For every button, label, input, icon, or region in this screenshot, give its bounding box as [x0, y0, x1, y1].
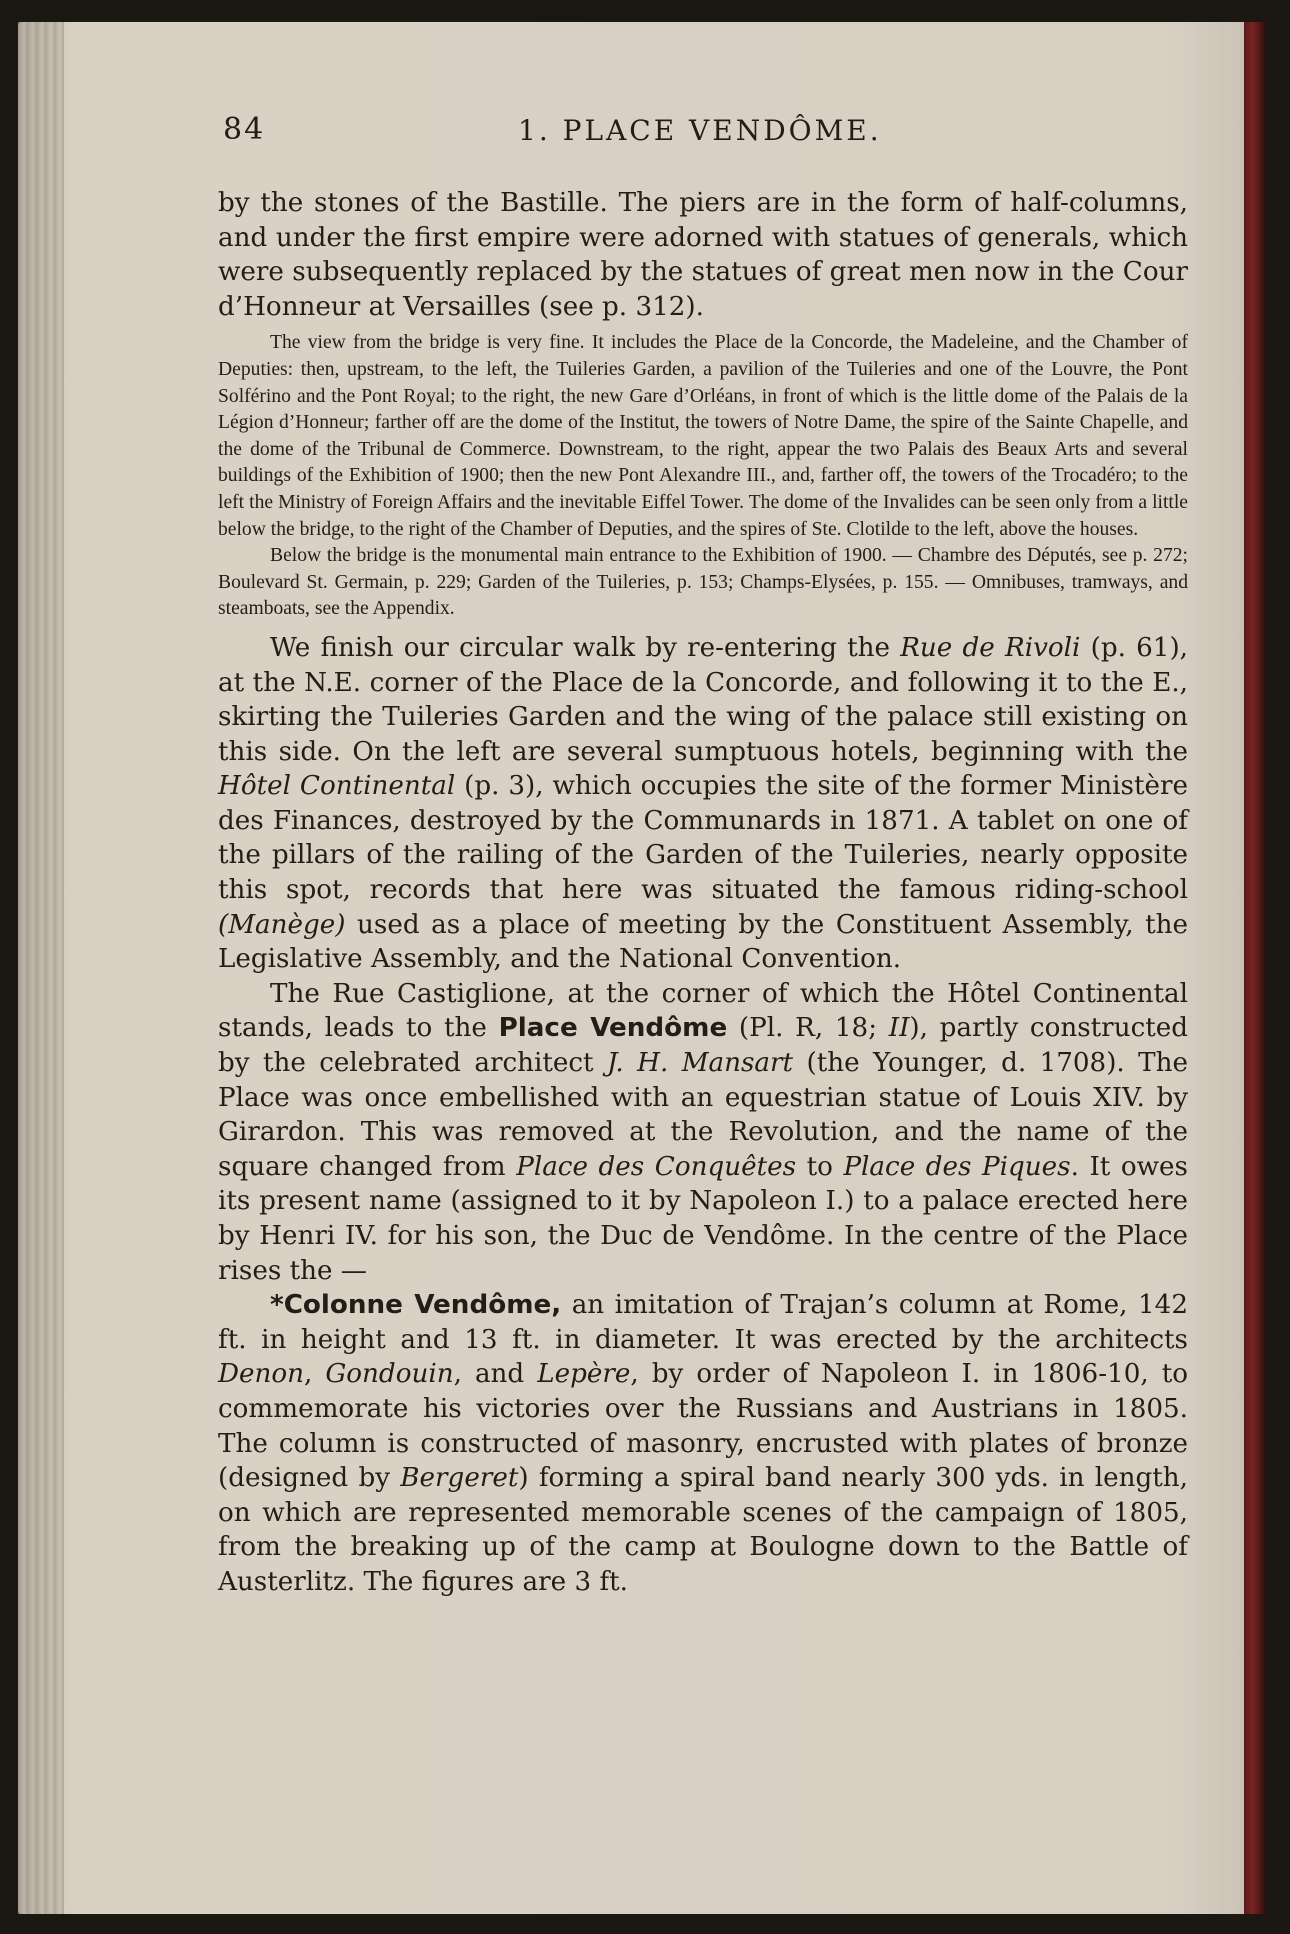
- paragraph-bastille: by the stones of the Bastille. The piers are in the form of half-columns, and under the first empire were adorned with statues of generals, which were subsequently replaced by the statues of great men now in the Cour d’Honneur at Versailles (see p. 312).: [218, 188, 1188, 322]
- text-run: , by order of Napoleon I. in 1806-10, to commemorate his victories over the Russians and Austrians in 1805. The column is constructed of masonry, encrusted with plates of bronze (designed by: [218, 1359, 1189, 1494]
- text-block: [218, 112, 1188, 1600]
- text-run: an imitation of Trajan’s column at Rome, 142 ft. in height and 13 ft. in diameter. It was erected by the architects: [218, 1290, 1188, 1355]
- architect-lepere: Lepère: [537, 1359, 631, 1390]
- designer-bergeret: Bergeret: [400, 1463, 519, 1494]
- text-run: (the Younger, d. 1708). The Place was once embellished with an equestrian statue of Louis XIV. by Girardon. This was removed at the Revolution, and the name of the square changed from: [218, 1048, 1188, 1182]
- paragraph-below-bridge: Below the bridge is the monumental main entrance to the Exhibition of 1900. — Chambre des Députés, see p. 272; Boulevard St. Germain, p. 229; Garden of the Tuileries, p. 153; Champs-Elysées, p. 155. — Omnibuses, tramways, and steamboats, see the Appendix.: [218, 545, 1188, 620]
- manege: (Manège): [218, 909, 346, 940]
- roman-ii: II: [888, 1013, 910, 1044]
- book-page: [18, 22, 1266, 1914]
- rue-de-rivoli: Rue de Rivoli: [900, 632, 1081, 663]
- paragraph-circular-walk: [218, 631, 1188, 977]
- text-run: used as a place of meeting by the Constituent Assembly, the Legislative Assembly, and the National Convention.: [218, 909, 1188, 975]
- text-run: (Pl. R, 18;: [727, 1013, 889, 1044]
- text-run: ) forming a spiral band nearly 300 yds. in length, on which are represented memorable scenes of the campaign of 1805, from the breaking up of the camp at Boulogne down to the Battle of Austerlitz. The figures are 3 ft.: [218, 1463, 1188, 1597]
- page-gutter: [18, 22, 64, 1914]
- text-run: (p. 3), which occupies the site of the former Ministère des Finances, destroyed by the Communards in 1871. A tablet on one of the pillars of the railing of the Garden of the Tuileries, nearly opposite this spot, records that here was situated the famous riding-school: [218, 771, 1188, 906]
- page-number: 84: [223, 112, 266, 147]
- place-des-piques: Place des Piques: [843, 1151, 1071, 1182]
- hotel-continental: Hôtel Continental: [218, 771, 456, 802]
- text-run: We finish our circular walk by re-entering the: [270, 632, 901, 663]
- paragraph-view-from-bridge: The view from the bridge is very fine. It includes the Place de la Concorde, the Madeleine, and the Chamber of Deputies: then, upstream, to the left, the Tuileries Garden, a pavilion of the Tuileries and one of the Louvre, the Pont Solférino and the Pont Royal; to the right, the new Gare d’Orléans, in front of which is the little dome of the Palais de la Légion d’Honneur; farther off are the dome of the Institut, the towers of Notre Dame, the spire of the Sainte Chapelle, and the dome of the Tribunal de Commerce. Downstream, to the right, appear the two Palais des Beaux Arts and several buildings of the Exhibition of 1900; then the new Pont Alexandre III., and, farther off, the towers of the Trocadéro; to the left the Ministry of Foreign Affairs and the inevitable Eiffel Tower. The dome of the Invalides can be seen only from a little below the bridge, to the right of the Chamber of Deputies, and the spires of Ste. Clotilde to the left, above the houses.: [218, 332, 1188, 540]
- text-run: ,: [304, 1359, 326, 1390]
- paragraph-colonne-vendome: [218, 1288, 1188, 1599]
- text-run: ), partly constructed by the celebrated architect: [218, 1013, 1189, 1079]
- text-run: . It owes its present name (assigned to it by Napoleon I.) to a palace erected here by Henri IV. for his son, the Duc de Vendôme. In the centre of the Place rises the —: [218, 1151, 1188, 1286]
- colonne-vendome-heading: *Colonne Vendôme,: [270, 1290, 562, 1321]
- place-des-conquetes: Place des Conquêtes: [516, 1151, 797, 1182]
- text-run: to: [796, 1151, 844, 1182]
- architect-mansart: J. H. Mansart: [606, 1048, 794, 1079]
- text-run: , and: [453, 1359, 538, 1390]
- text-run: The Rue Castiglione, at the corner of which the Hôtel Continental stands, leads to the: [218, 978, 1188, 1044]
- running-head: 1. PLACE VENDÔME.: [518, 114, 882, 147]
- architect-gondouin: Gondouin: [325, 1359, 454, 1390]
- paragraph-rue-castiglione: [218, 977, 1188, 1288]
- page-header: [218, 112, 1188, 156]
- architect-denon: Denon: [218, 1359, 304, 1390]
- place-vendome-heading: Place Vendôme: [498, 1013, 728, 1044]
- book-cover-edge: [1244, 22, 1266, 1914]
- text-run: (p. 61), at the N.E. corner of the Place de la Concorde, and following it to the E., skirting the Tuileries Garden and the wing of the palace still existing on this side. On the left are several sumptuous hotels, beginning with the: [218, 632, 1188, 767]
